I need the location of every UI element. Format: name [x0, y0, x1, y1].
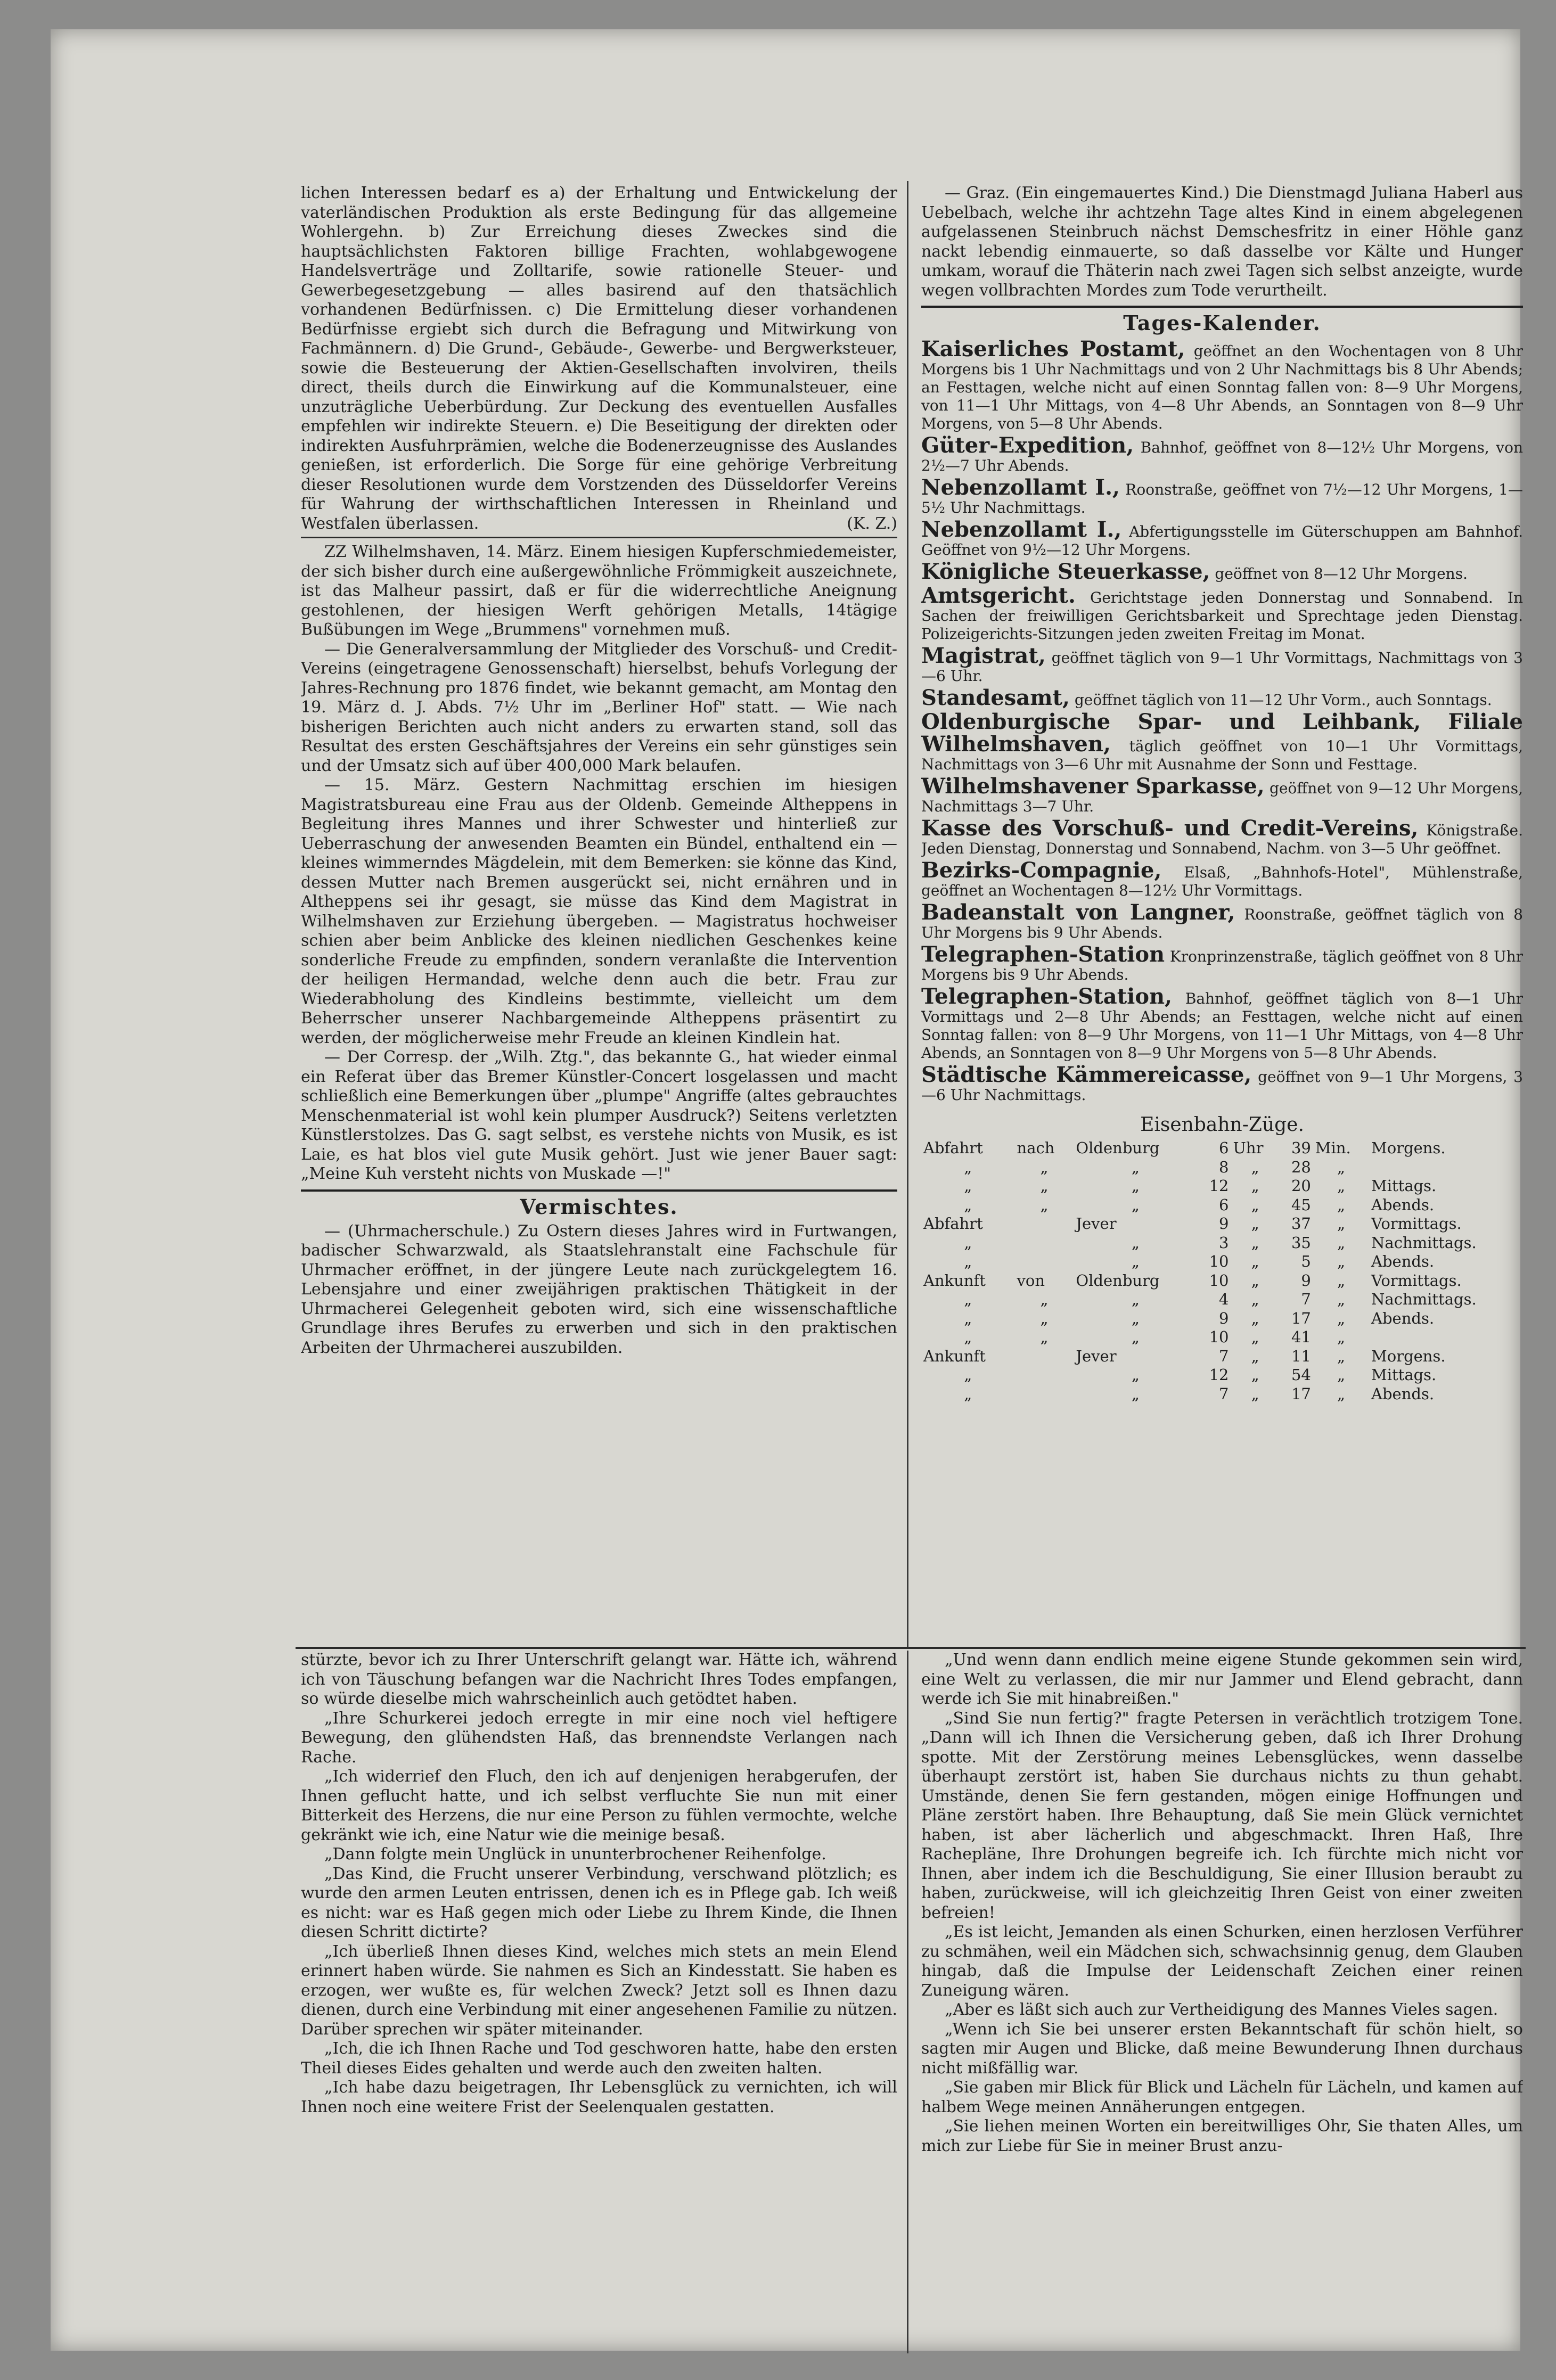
train-cell: „ — [1251, 1271, 1259, 1290]
calendar-entry — [921, 943, 1523, 984]
train-cell: „ — [1337, 1366, 1345, 1384]
train-cell: „ — [964, 1177, 972, 1195]
train-cell: 10 — [1209, 1252, 1229, 1270]
train-cell: 6 — [1219, 1139, 1229, 1157]
train-cell: „ — [1131, 1366, 1140, 1384]
train-cell: „ — [1131, 1177, 1140, 1195]
train-cell: „ — [1251, 1290, 1259, 1308]
train-cell: „ — [964, 1309, 972, 1327]
trains-heading: Eisenbahn-Züge. — [1140, 1114, 1304, 1136]
train-cell: „ — [1040, 1309, 1049, 1327]
train-cell: Uhr — [1233, 1139, 1264, 1157]
train-row — [921, 1214, 1523, 1234]
train-cell: „ — [1131, 1233, 1140, 1252]
story-paragraph: „Sie liehen meinen Worten ein bereitwilliges Ohr, Sie thaten Alles, um mich zur Liebe für Sie in meiner Brust anzu- — [921, 2117, 1523, 2155]
train-cell: 7 — [1219, 1347, 1229, 1365]
train-cell: Mittags. — [1371, 1177, 1437, 1195]
train-cell: „ — [964, 1158, 972, 1176]
train-row — [921, 1271, 1523, 1291]
train-cell: „ — [964, 1195, 972, 1214]
train-cell: „ — [1131, 1158, 1140, 1176]
train-cell: Ankunft — [923, 1271, 986, 1290]
story-paragraph: „Es ist leicht, Jemanden als einen Schurken, einen herzlosen Verführer zu schmähen, weil ein Mädchen sich, schwachsinnig genug, dem Glauben hingab, daß die Impulse der Leidenschaft Zeichen einer reinen Zuneigung wären. — [921, 1923, 1523, 2000]
column-rule-bottom — [907, 1651, 908, 2353]
calendar-entry-name: Güter-Expedition, — [921, 433, 1134, 458]
train-cell: 9 — [1219, 1309, 1229, 1327]
story-paragraph: „Dann folgte mein Unglück in ununterbrochener Reihenfolge. — [324, 1845, 826, 1864]
train-cell: „ — [1337, 1252, 1345, 1270]
train-cell: 3 — [1219, 1233, 1229, 1252]
newspaper-page — [51, 29, 1523, 2351]
train-cell — [1015, 1214, 1074, 1234]
left-column-top — [301, 184, 897, 1645]
story-paragraph: „Das Kind, die Frucht unserer Verbindung, verschwand plötzlich; es wurde den armen Leuten entrissen, denen ich es in Pflege gab. Ich weiß es nicht: war es Haß gegen mich oder Liebe zu Ihrem Kinde, die Ihnen diesen Schritt dictirte? — [301, 1864, 897, 1941]
train-cell: „ — [1251, 1309, 1259, 1327]
train-cell: 37 — [1291, 1214, 1311, 1233]
calendar-entry-name: Telegraphen-Station — [921, 942, 1165, 967]
calendar-entry-text: geöffnet täglich von 11—12 Uhr Vorm., auch Sonntags. — [1074, 691, 1492, 709]
train-cell: „ — [1251, 1328, 1259, 1346]
train-cell: „ — [1251, 1177, 1259, 1195]
calendar-entry-name: Magistrat, — [921, 643, 1046, 668]
train-row — [921, 1290, 1523, 1309]
intro-paragraph: lichen Interessen bedarf es a) der Erhaltung und Entwickelung der vaterländischen Produktion als erste Bedingung für das allgemeine Wohlergehn. b) Zur Erreichung dieses Zweckes sind die hauptsächlichsten Faktoren billige Frachten, wohlabgewogene Handelsverträge und Zolltarife, sowie rationelle Steuer- und Gewerbegesetzgebung — alles basirend auf den thatsächlich vorhandenen Bedürfnissen. c) Die Ermittelung dieser vorhandenen Bedürfnisse ergiebt sich durch die Befragung und Mitwirkung von Fachmännern. d) Die Grund-, Gebäude-, Gewerbe- und Bergwerksteuer, sowie die Besteuerung der Aktien-Gesellschaften involviren, theils direct, theils durch die Einwirkung auf die Kommunalsteuer, eine unzuträgliche Ueberbürdung. Zur Deckung des eventuellen Ausfalles empfehlen wir indirekte Steuern. e) Die Beseitigung der direkten oder indirekten Ausfuhrprämien, welche die Bodenerzeugnisse des Auslandes genießen, ist erforderlich. Die Sorge für eine gehörige Verbreitung dieser Resolutionen wurde dem Vorstzenden des Düsseldorfer Vereins für Wahrung der wirthschaftlichen Interessen in Rheinland und Westfalen überlassen. (K. Z.) — [301, 184, 897, 533]
train-cell: 7 — [1301, 1290, 1311, 1308]
train-cell: „ — [1337, 1214, 1345, 1233]
calendar-entry-text: Königstraße. Jeden Dienstag, Donnerstag und Sonnabend, Nachm. von 3—5 Uhr geöffnet. — [921, 822, 1523, 857]
calendar-entry-name: Standesamt, — [921, 685, 1070, 710]
calendar-entry-text: geöffnet an den Wochentagen von 8 Uhr Morgens bis 1 Uhr Nachmittags und von 2 Uhr Nachmittags bis 8 Uhr Abends; an Festtagen, welche nicht auf einen Sonntag fallen von: 8—9 Uhr Morgens, von 11—1 Uhr Mittags, von 4—8 Uhr Abends, an Sonntagen von 8—9 Uhr Morgens, von 5—8 Uhr Abends. — [921, 342, 1523, 432]
corresp-paragraph: — Der Corresp. der „Wilh. Ztg.", das bekannte G., hat wieder einmal ein Referat über das Bremer Künstler-Concert losgelassen und macht schließlich eine Bemerkungen über „plumpe" Angriffe (altes gebrauchtes Menschenmaterial ist wohl kein plumper Ausdruck?) Seitens verletzten Künstlerstolzes. Das G. sagt selbst, es verstehe nichts von Musik, es ist Laie, es hat blos viel gute Musik gehört. Just wie jener Bauer sagt: „Meine Kuh versteht nichts von Muskade —!" — [301, 1048, 897, 1183]
train-cell: „ — [1251, 1233, 1259, 1252]
train-cell: Ankunft — [923, 1347, 986, 1365]
calendar-entry — [921, 711, 1523, 774]
train-cell: „ — [1337, 1384, 1345, 1403]
calendar-list — [921, 338, 1523, 1104]
story-paragraph: „Ich überließ Ihnen dieses Kind, welches mich stets an mein Elend erinnert haben würde. Sie nahmen es Sich an Kindesstatt. Sie haben es erzogen, wer wußte es, für welchen Zweck? Jetzt soll es Ihnen dazu dienen, durch eine Verbindung mit einer angesehenen Familie zu nützen. Darüber sprechen wir später miteinander. — [301, 1942, 897, 2039]
train-cell: 10 — [1209, 1271, 1229, 1290]
train-cell: „ — [964, 1328, 972, 1346]
train-cell: „ — [1251, 1195, 1259, 1214]
calendar-heading: Tages-Kalender. — [1123, 311, 1321, 335]
calendar-entry — [921, 859, 1523, 900]
calendar-entry-name: Königliche Steuerkasse, — [921, 559, 1210, 584]
train-cell: 10 — [1209, 1328, 1229, 1346]
calendar-entry — [921, 775, 1523, 816]
train-cell: „ — [964, 1252, 972, 1270]
calendar-entry-text: Bahnhof, geöffnet von 8—12½ Uhr Morgens, von 2½—7 Uhr Abends. — [921, 439, 1523, 474]
story-paragraph: „Und wenn dann endlich meine eigene Stunde gekommen sein wird, eine Welt zu verlassen, die mir nur Jammer und Elend gebracht, dann werde ich Sie mit hinabreißen." — [921, 1651, 1523, 1708]
train-cell: Nachmittags. — [1371, 1233, 1477, 1252]
calendar-entry-text: Roonstraße, geöffnet täglich von 8 Uhr Morgens bis 9 Uhr Abends. — [921, 906, 1523, 941]
story-paragraph: „Ihre Schurkerei jedoch erregte in mir eine noch viel heftigere Bewegung, den glühendsten Haß, das brennendste Verlangen nach Rache. — [301, 1709, 897, 1767]
train-cell: Abends. — [1371, 1384, 1435, 1403]
calendar-entry-text: geöffnet von 8—12 Uhr Morgens. — [1215, 565, 1468, 582]
calendar-entry-text: geöffnet von 9—12 Uhr Morgens, Nachmittags 3—7 Uhr. — [921, 779, 1523, 815]
train-cell — [1015, 1366, 1074, 1385]
train-cell: 20 — [1291, 1177, 1311, 1195]
train-cell: Morgens. — [1371, 1139, 1446, 1157]
train-cell: Vormittags. — [1371, 1271, 1462, 1290]
maerz15-paragraph: — 15. März. Gestern Nachmittag erschien im hiesigen Magistratsbureau eine Frau aus der Oldenb. Gemeinde Altheppens in Begleitung ihres Mannes und ihrer Schwester und hinterließ zur Ueberraschung der anwesenden Beamten ein Bündel, enthaltend ein — kleines wimmerndes Mägdelein, mit dem Bemerken: sie könne das Kind, dessen Mutter nach Bremen ausgerückt sei, nicht ernähren und in Altheppens sei ihr gesagt, sie müsse das Kind dem Magistrat in Wilhelmshaven zur Erziehung übergeben. — Magistratus hochweiser schien aber beim Anblicke des kleinen niedlichen Geschenkes keine sonderliche Freude zu empfinden, sondern veranlaßte die Intervention der heiligen Hermandad, welche denn auch die betr. Frau zur Wiederabholung des Kindleins bestimmte, vielleicht um dem Beherrscher unserer Nachbargemeinde Altheppens präsentirt zu werden, der möglicherweise mehr Freude an kleinen Kindlein hat. — [301, 776, 897, 1047]
trains-table — [921, 1139, 1523, 1404]
story-paragraph: „Ich widerrief den Fluch, den ich auf denjenigen herabgerufen, der Ihnen geflucht hatte, und ich selbst verfluchte Sie nun mit einer Bitterkeit des Herzens, die nur eine Person zu fühlen vermochte, welche gekränkt wie ich, eine Natur wie die meinige besaß. — [301, 1767, 897, 1844]
vermischtes-heading: Vermischtes. — [520, 1194, 678, 1219]
train-cell: Nachmittags. — [1371, 1290, 1477, 1308]
calendar-entry-text: täglich geöffnet von 10—1 Uhr Vormittags, Nachmittags von 3—6 Uhr mit Ausnahme der Sonn und Festtage. — [921, 737, 1523, 773]
train-row — [921, 1158, 1523, 1177]
train-cell: von — [1017, 1271, 1045, 1290]
uhrmacher-paragraph: — (Uhrmacherschule.) Zu Ostern dieses Jahres wird in Furtwangen, badischer Schwarzwald, als Staatslehranstalt eine Fachschule für Uhrmacher eröffnet, in der jüngere Leute nach zurückgelegtem 16. Lebensjahre und einer zweijährigen praktischen Thätigkeit in der Uhrmacherei Gelegenheit geboten wird, sich eine wissenschaftliche Grundlage ihres Berufes zu erwerben und sich in den praktischen Arbeiten der Uhrmacherei auszubilden. — [301, 1221, 897, 1357]
train-row — [921, 1309, 1523, 1328]
train-cell: Oldenburg — [1076, 1139, 1160, 1157]
train-row — [921, 1366, 1523, 1385]
train-cell: 54 — [1291, 1366, 1311, 1384]
train-cell: Abends. — [1371, 1252, 1435, 1270]
train-cell: „ — [1040, 1195, 1049, 1214]
calendar-entry-name: Amtsgericht. — [921, 583, 1076, 608]
calendar-entry-name: Kaiserliches Postamt, — [921, 337, 1185, 362]
train-row — [921, 1385, 1523, 1404]
right-column-bottom — [921, 1651, 1523, 2364]
train-cell: nach — [1017, 1139, 1055, 1157]
train-cell — [1015, 1385, 1074, 1404]
train-cell: „ — [964, 1384, 972, 1403]
train-cell: „ — [1251, 1158, 1259, 1176]
calendar-entry — [921, 561, 1523, 583]
calendar-entry-text: Roonstraße, geöffnet von 7½—12 Uhr Morgens, 1—5½ Uhr Nachmittags. — [921, 481, 1523, 516]
train-cell: Jever — [1076, 1347, 1117, 1365]
calendar-entry-name: Kasse des Vorschuß- und Credit-Vereins, — [921, 816, 1419, 841]
calendar-entry-name: Städtische Kämmereicasse, — [921, 1062, 1252, 1087]
right-column-top — [921, 184, 1523, 1645]
calendar-entry-text: Kronprinzenstraße, täglich geöffnet von 8 Uhr Morgens bis 9 Uhr Abends. — [921, 948, 1523, 983]
train-cell: „ — [1251, 1366, 1259, 1384]
calendar-entry-name: Bezirks-Compagnie, — [921, 858, 1162, 883]
intro-signature: (K. Z.) — [847, 514, 897, 533]
train-cell: Morgens. — [1371, 1347, 1446, 1365]
calendar-entry-name: Oldenburgische Spar- und Leihbank, Filiale Wilhelmshaven, — [921, 709, 1523, 757]
train-cell: „ — [1040, 1328, 1049, 1346]
calendar-entry — [921, 1064, 1523, 1104]
train-cell: „ — [1040, 1177, 1049, 1195]
train-cell: 4 — [1219, 1290, 1229, 1308]
train-cell: Mittags. — [1371, 1366, 1437, 1384]
train-row — [921, 1196, 1523, 1215]
train-cell: 28 — [1291, 1158, 1311, 1176]
calendar-entry-text: Gerichtstage jeden Donnerstag und Sonnabend. In Sachen der freiwilligen Gerichtsbarkeit und Sprechtage jeden Dienstag. Polizeigerichts-Sitzungen jeden zweiten Freitag im Monat. — [921, 589, 1523, 643]
calendar-entry — [921, 477, 1523, 517]
train-cell: „ — [1337, 1347, 1345, 1365]
train-cell: „ — [964, 1290, 972, 1308]
wilhelmshaven-mark: ZZ — [324, 543, 347, 561]
calendar-entry-text: Abfertigungsstelle im Güterschuppen am Bahnhof. Geöffnet von 9½—12 Uhr Morgens. — [921, 523, 1523, 559]
calendar-entry — [921, 645, 1523, 685]
story-paragraph: „Aber es läßt sich auch zur Vertheidigung des Mannes Vieles sagen. — [945, 2000, 1498, 2019]
train-cell: Abends. — [1371, 1195, 1435, 1214]
train-row — [921, 1347, 1523, 1366]
train-cell: Min. — [1315, 1139, 1351, 1157]
train-cell: „ — [1251, 1252, 1259, 1270]
train-cell: „ — [1131, 1252, 1140, 1270]
section-rule — [296, 1647, 1526, 1649]
calendar-entry-name: Nebenzollamt I., — [921, 475, 1120, 500]
column-rule-top — [907, 181, 908, 1648]
train-cell: 17 — [1291, 1309, 1311, 1327]
train-cell — [1369, 1328, 1523, 1347]
train-cell: 12 — [1209, 1366, 1229, 1384]
story-paragraph: „Sind Sie nun fertig?" fragte Petersen in verächtlich trotzigem Tone. „Dann will ich Ihnen die Versicherung geben, daß ich Ihrer Drohung spotte. Mit der Zerstörung meines Lebensglückes, wenn dasselbe überhaupt zerstört ist, haben Sie durchaus nichts zu thun gehabt. Umstände, denen Sie fern gestanden, mögen einige Hoffnungen und Pläne zerstört haben. Ihre Behauptung, daß Sie mein Glück vernichtet haben, ist aber lächerlich und abgeschmackt. Ihren Haß, Ihre Rachepläne, Ihre Drohungen begreife ich. Ich fürchte mich nicht vor Ihnen, aber indem ich die Beschuldigung, Sie einer Illusion beraubt zu haben, zurückweise, will ich gleichzeitig Ihren Geist von einer zweiten befreien! — [921, 1709, 1523, 1922]
section-separator — [301, 1189, 897, 1192]
train-row — [921, 1139, 1523, 1158]
train-cell: 11 — [1291, 1347, 1311, 1365]
calendar-entry-name: Badeanstalt von Langner, — [921, 900, 1235, 925]
train-cell: 8 — [1219, 1158, 1229, 1176]
calendar-entry — [921, 519, 1523, 559]
train-cell: „ — [1337, 1233, 1345, 1252]
train-cell: „ — [1131, 1309, 1140, 1327]
train-cell: 7 — [1219, 1384, 1229, 1403]
calendar-entry-text: geöffnet von 9—1 Uhr Morgens, 3—6 Uhr Nachmittags. — [921, 1068, 1523, 1104]
train-cell: Oldenburg — [1076, 1271, 1160, 1290]
train-cell: Abfahrt — [923, 1214, 983, 1233]
train-cell — [1369, 1158, 1523, 1177]
train-cell: Abends. — [1371, 1309, 1435, 1327]
train-cell: „ — [1251, 1384, 1259, 1403]
calendar-entry — [921, 585, 1523, 643]
train-cell — [1015, 1252, 1074, 1271]
calendar-entry — [921, 817, 1523, 858]
calendar-separator — [921, 306, 1523, 308]
calendar-entry — [921, 434, 1523, 475]
train-cell: „ — [964, 1233, 972, 1252]
train-row — [921, 1234, 1523, 1253]
train-cell: „ — [1040, 1290, 1049, 1308]
train-cell: Vormittags. — [1371, 1214, 1462, 1233]
train-row — [921, 1252, 1523, 1271]
train-cell: 12 — [1209, 1177, 1229, 1195]
story-paragraph: stürzte, bevor ich zu Ihrer Unterschrift gelangt war. Hätte ich, während ich von Täuschung befangen war die Nachricht Ihres Todes empfangen, so würde dieselbe mich wahrscheinlich auch getödtet haben. — [301, 1651, 897, 1708]
train-cell: 39 — [1291, 1139, 1311, 1157]
calendar-entry — [921, 901, 1523, 942]
calendar-entry-text: geöffnet täglich von 9—1 Uhr Vormittags, Nachmittags von 3—6 Uhr. — [921, 649, 1523, 685]
versammlung-paragraph: — Die Generalversammlung der Mitglieder des Vorschuß- und Credit-Vereins (eingetragene Genossenschaft) hierselbst, behufs Vorlegung der Jahres-Rechnung pro 1876 findet, wie bekannt gemacht, am Montag den 19. März d. J. Abds. 7½ Uhr im „Berliner Hof" statt. — Wie nach bisherigen Berichten auch nicht anders zu erwarten stand, soll das Resultat des ersten Geschäftsjahres der Vereins ein sehr günstiges sein und der Umsatz sich auf über 400,000 Mark belaufen. — [301, 639, 897, 775]
train-cell: 6 — [1219, 1195, 1229, 1214]
train-cell: „ — [964, 1366, 972, 1384]
train-cell: „ — [1337, 1195, 1345, 1214]
train-cell: 45 — [1291, 1195, 1311, 1214]
train-cell: „ — [1337, 1328, 1345, 1346]
train-cell: „ — [1337, 1158, 1345, 1176]
wilhelmshaven-paragraph: ZZ Wilhelmshaven, 14. März. Einem hiesigen Kupferschmiedemeister, der sich bisher durch eine außergewöhnliche Frömmigkeit auszeichnete, ist das Malheur passirt, daß er für die widerrechtliche Aneignung gestohlenen, der hiesigen Werft gehörigen Metalls, 14tägige Bußübungen im Wege „Brummens" vornehmen muß. — [301, 543, 897, 639]
train-cell: „ — [1131, 1290, 1140, 1308]
calendar-entry — [921, 687, 1523, 709]
calendar-entry-name: Telegraphen-Station, — [921, 984, 1173, 1009]
story-paragraph: „Sie gaben mir Blick für Blick und Lächeln für Lächeln, und kamen auf halbem Wege meinen Annäherungen entgegen. — [921, 2078, 1523, 2116]
train-cell: „ — [1131, 1195, 1140, 1214]
calendar-entry — [921, 338, 1523, 433]
train-cell: „ — [1337, 1177, 1345, 1195]
calendar-entry-name: Wilhelmshavener Sparkasse, — [921, 774, 1265, 799]
left-column-bottom — [301, 1651, 897, 2364]
train-cell: 9 — [1219, 1214, 1229, 1233]
story-paragraph: „Ich habe dazu beigetragen, Ihr Lebensglück zu vernichten, ich will Ihnen noch eine weitere Frist der Seelenqualen gestatten. — [301, 2078, 897, 2116]
story-paragraph: „Ich, die ich Ihnen Rache und Tod geschworen hatte, habe den ersten Theil dieses Eides gehalten und werde auch den zweiten halten. — [301, 2039, 897, 2078]
train-cell: Abfahrt — [923, 1139, 983, 1157]
train-cell: 5 — [1301, 1252, 1311, 1270]
train-cell: 9 — [1301, 1271, 1311, 1290]
graz-paragraph: — Graz. (Ein eingemauertes Kind.) Die Dienstmagd Juliana Haberl aus Uebelbach, welche ihr achtzehn Tage altes Kind in einem abgelegenen aufgelassenen Steinbruch nächst Demschesfritz in einer Höhle ganz nackt lebendig einmauerte, so daß dasselbe vor Kälte und Hunger umkam, worauf die Thäterin nach zwei Tagen sich selbst anzeigte, wurde wegen vollbrachten Mordes zum Tode verurtheilt. — [921, 184, 1523, 300]
train-cell — [1015, 1234, 1074, 1253]
calendar-entry-text: Bahnhof, geöffnet täglich von 8—1 Uhr Vormittags und 2—8 Uhr Abends; an Festtagen, welche nicht auf einen Sonntag fallen: von 8—9 Uhr Morgens, von 11—1 Uhr Mittags, von 4—8 Uhr Abends, an Sonntagen von 8—9 Uhr Morgens von 5—8 Uhr Abends. — [921, 990, 1523, 1062]
train-row — [921, 1177, 1523, 1196]
train-cell: 17 — [1291, 1384, 1311, 1403]
train-cell: „ — [1337, 1290, 1345, 1308]
train-cell: „ — [1131, 1328, 1140, 1346]
calendar-entry-name: Nebenzollamt I., — [921, 517, 1122, 542]
train-cell: 41 — [1291, 1328, 1311, 1346]
train-row — [921, 1328, 1523, 1347]
train-cell: Jever — [1076, 1214, 1117, 1233]
article-separator — [301, 537, 897, 538]
train-cell: „ — [1337, 1271, 1345, 1290]
train-cell — [1015, 1347, 1074, 1366]
train-cell: „ — [1040, 1158, 1049, 1176]
train-cell: „ — [1131, 1384, 1140, 1403]
story-paragraph: „Wenn ich Sie bei unserer ersten Bekanntschaft für schön hielt, so sagten mir Augen und Blicke, daß meine Bewunderung Ihnen durchaus nicht mißfällig war. — [921, 2020, 1523, 2078]
calendar-entry-text: Elsaß, „Bahnhofs-Hotel", Mühlenstraße, geöffnet an Wochentagen 8—12½ Uhr Vormittags. — [921, 864, 1523, 899]
train-cell: „ — [1337, 1309, 1345, 1327]
train-cell: „ — [1251, 1347, 1259, 1365]
train-cell: 35 — [1291, 1233, 1311, 1252]
train-cell: „ — [1251, 1214, 1259, 1233]
calendar-entry — [921, 986, 1523, 1062]
